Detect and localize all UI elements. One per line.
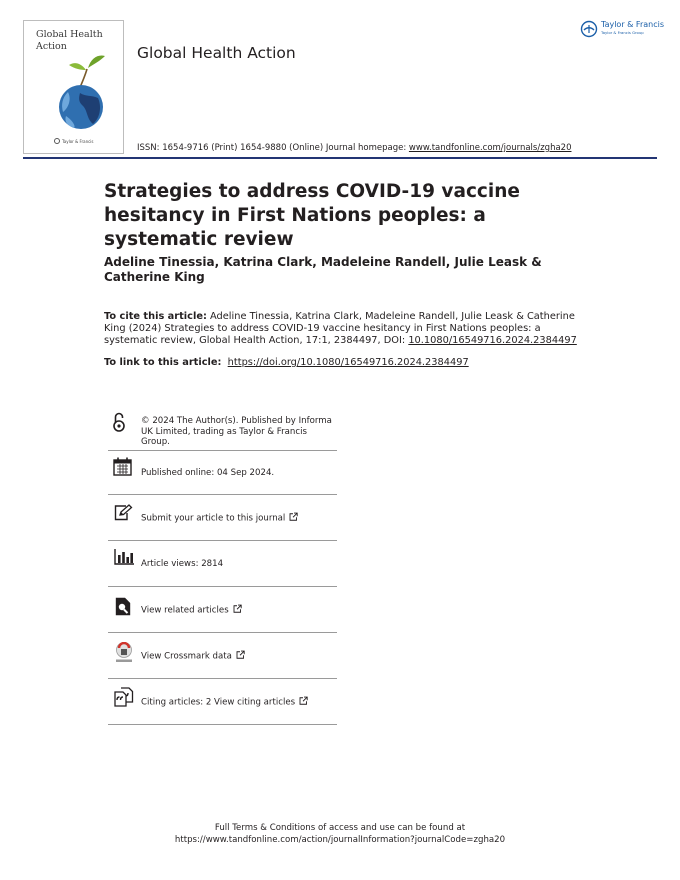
citing-articles-label: Citing articles: 2 View citing articles: [141, 697, 296, 708]
cover-publisher: Taylor & Francis: [62, 139, 94, 144]
related-row[interactable]: [108, 587, 337, 633]
citation-label: To cite this article:: [104, 311, 207, 322]
search-document-icon: [115, 597, 131, 616]
citing-articles-link[interactable]: [141, 697, 308, 709]
open-access-icon: [112, 411, 126, 433]
header-divider: [23, 157, 657, 159]
crossmark-label: View Crossmark data: [141, 651, 232, 662]
journal-title: Global Health Action: [137, 44, 296, 62]
related-articles-link[interactable]: [141, 605, 242, 617]
footer-terms: [0, 823, 680, 846]
journal-homepage-link[interactable]: www.tandfonline.com/journals/zgha20: [408, 143, 572, 153]
license-text: © 2024 The Author(s). Published by Informa UK Limited, trading as Taylor & Francis Group.: [141, 416, 332, 447]
taylor-francis-logo-icon: [580, 20, 598, 38]
citation-text: Adeline Tinessia, Katrina Clark, Madeleine Randell, Julie Leask & Catherine King (2024) Strategies to address COVID-19 vaccine hesitancy in First Nations peoples: a systematic review, Global Health Action, 17:1, 2384497, DOI:: [104, 311, 575, 347]
article-info-list: [108, 410, 337, 725]
issn-text: ISSN: 1654-9716 (Print) 1654-9880 (Online) Journal homepage:: [137, 143, 409, 153]
citation-block: [104, 311, 584, 348]
external-link-icon: [233, 605, 242, 614]
citation-doi-link[interactable]: 10.1080/16549716.2024.2384497: [408, 335, 577, 347]
publisher-name: Taylor & Francis: [601, 20, 664, 29]
cover-publisher-logo-icon: [54, 138, 60, 144]
footer-terms-url[interactable]: https://www.tandfonline.com/action/journalInformation?journalCode=zgha20: [174, 834, 506, 845]
calendar-icon: [113, 457, 132, 476]
crossmark-icon: [114, 642, 134, 663]
article-title: Strategies to address COVID-19 vaccine hesitancy in First Nations peoples: a systematic review: [104, 181, 520, 250]
article-link-line: [104, 357, 469, 368]
article-link-label: To link to this article:: [104, 357, 222, 368]
citing-row[interactable]: [108, 679, 337, 725]
journal-cover: [23, 20, 124, 154]
views-row: [108, 541, 337, 587]
cover-title: Global Health Action: [36, 29, 103, 52]
related-articles-label: View related articles: [141, 605, 229, 616]
article-doi-link[interactable]: https://doi.org/10.1080/16549716.2024.2384497: [227, 357, 469, 368]
crossmark-link[interactable]: [141, 651, 245, 663]
published-row: [108, 451, 337, 495]
external-link-icon: [289, 513, 298, 522]
footer-terms-text: Full Terms & Conditions of access and use can be found at: [214, 823, 466, 833]
article-authors: Adeline Tinessia, Katrina Clark, Madeleine Randell, Julie Leask & Catherine King: [104, 255, 542, 284]
submit-article-link[interactable]: [141, 513, 298, 525]
submit-row[interactable]: [108, 495, 337, 541]
publisher-logo[interactable]: [580, 20, 664, 38]
citing-icon: [114, 687, 134, 707]
article-views: Article views: 2814: [141, 559, 224, 570]
external-link-icon: [236, 651, 245, 660]
published-date: Published online: 04 Sep 2024.: [141, 468, 275, 479]
license-row: [108, 410, 337, 451]
bar-chart-icon: [114, 549, 134, 565]
edit-icon: [114, 504, 133, 521]
publisher-group: Taylor & Francis Group: [601, 30, 644, 35]
cover-globe-seedling-image: [58, 50, 108, 130]
submit-article-label: Submit your article to this journal: [141, 513, 286, 524]
issn-line: [137, 143, 571, 153]
external-link-icon: [299, 697, 308, 706]
crossmark-row[interactable]: [108, 633, 337, 679]
